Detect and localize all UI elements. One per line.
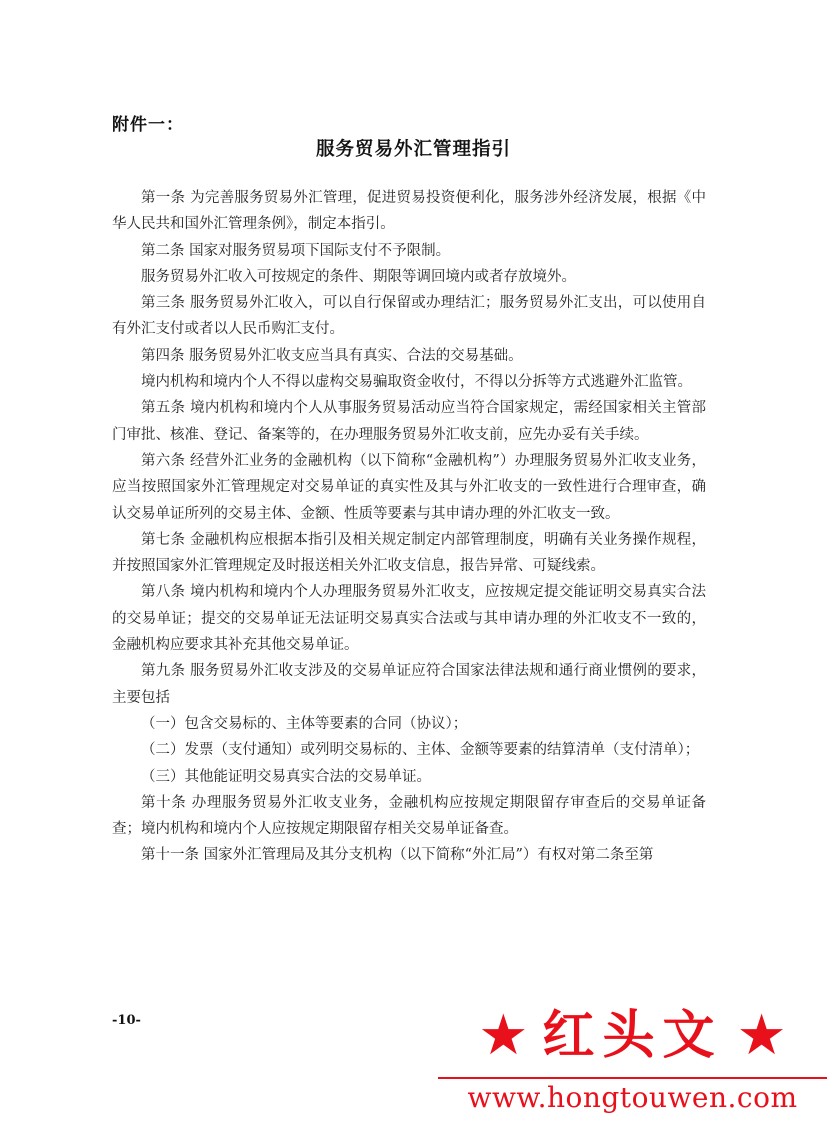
- attachment-label: 附件一：: [112, 115, 184, 135]
- paragraph-article-4-clause: 境内机构和境内个人不得以虚构交易骗取资金收付，不得以分拆等方式逃避外汇监管。: [141, 374, 692, 391]
- paragraph-article-8: 第八条 境内机构和境内个人办理服务贸易外汇收支，应按规定提交能证明交易真实合法的交易单证；提交的交易单证无法证明交易真实合法或与其申请办理的外汇收支不一致的，金融机构应要求其补充其他交易单证。: [112, 584, 706, 654]
- paragraph-article-1: 第一条 为完善服务贸易外汇管理，促进贸易投资便利化，服务涉外经济发展，根据《中华人民共和国外汇管理条例》，制定本指引。: [112, 190, 706, 233]
- paragraph-article-9: 第九条 服务贸易外汇收支涉及的交易单证应符合国家法律法规和通行商业惯例的要求，主要包括: [112, 663, 706, 706]
- paragraph-article-9-item-3: （三）其他能证明交易真实合法的交易单证。: [141, 768, 431, 785]
- watermark-url: www.hongtouwen.com: [467, 1081, 798, 1114]
- document-body: [112, 185, 706, 869]
- paragraph-article-6: 第六条 经营外汇业务的金融机构（以下简称“金融机构”）办理服务贸易外汇收支业务，应当按照国家外汇管理规定对交易单证的真实性及其与外汇收支的一致性进行合理审查，确认交易单证所列的交易主体、金额、性质等要素与其申请办理的外汇收支一致。: [112, 452, 706, 522]
- paragraph-article-4: 第四条 服务贸易外汇收支应当具有真实、合法的交易基础。: [141, 347, 523, 364]
- document-title: 服务贸易外汇管理指引: [315, 139, 511, 160]
- paragraph-article-11: 第十一条 国家外汇管理局及其分支机构（以下简称“外汇局”）有权对第二条至第: [141, 847, 654, 864]
- paragraph-article-2-clause: 服务贸易外汇收入可按规定的条件、期限等调回境内或者存放境外。: [141, 268, 576, 285]
- paragraph-article-10: 第十条 办理服务贸易外汇收支业务，金融机构应按规定期限留存审查后的交易单证备查；境内机构和境内个人应按规定期限留存相关交易单证备查。: [112, 794, 706, 838]
- paragraph-article-7: 第七条 金融机构应根据本指引及相关规定制定内部管理制度，明确有关业务操作规程，并按照国家外汇管理规定及时报送相关外汇收支信息，报告异常、可疑线索。: [112, 531, 706, 575]
- star-icon: ★: [736, 1003, 787, 1068]
- watermark-divider: [438, 1077, 827, 1079]
- paragraph-article-3: 第三条 服务贸易外汇收入，可以自行保留或办理结汇；服务贸易外汇支出，可以使用自有外汇支付或者以人民币购汇支付。: [112, 295, 706, 338]
- paragraph-article-9-item-1: （一）包含交易标的、主体等要素的合同（协议）；: [141, 715, 468, 732]
- paragraph-article-9-item-2: （二）发票（支付通知）或列明交易标的、主体、金额等要素的结算清单（支付清单）；: [141, 742, 700, 759]
- watermark: [438, 1001, 827, 1123]
- paragraph-article-2: 第二条 国家对服务贸易项下国际支付不予限制。: [141, 242, 451, 259]
- watermark-name: 红头文: [542, 1005, 723, 1066]
- paragraph-article-5: 第五条 境内机构和境内个人从事服务贸易活动应当符合国家规定，需经国家相关主管部门审批、核准、登记、备案等的，在办理服务贸易外汇收支前，应先办妥有关手续。: [112, 400, 706, 443]
- watermark-brand: [438, 1001, 827, 1071]
- star-icon: ★: [478, 1003, 529, 1068]
- page-number: -10-: [112, 1013, 141, 1028]
